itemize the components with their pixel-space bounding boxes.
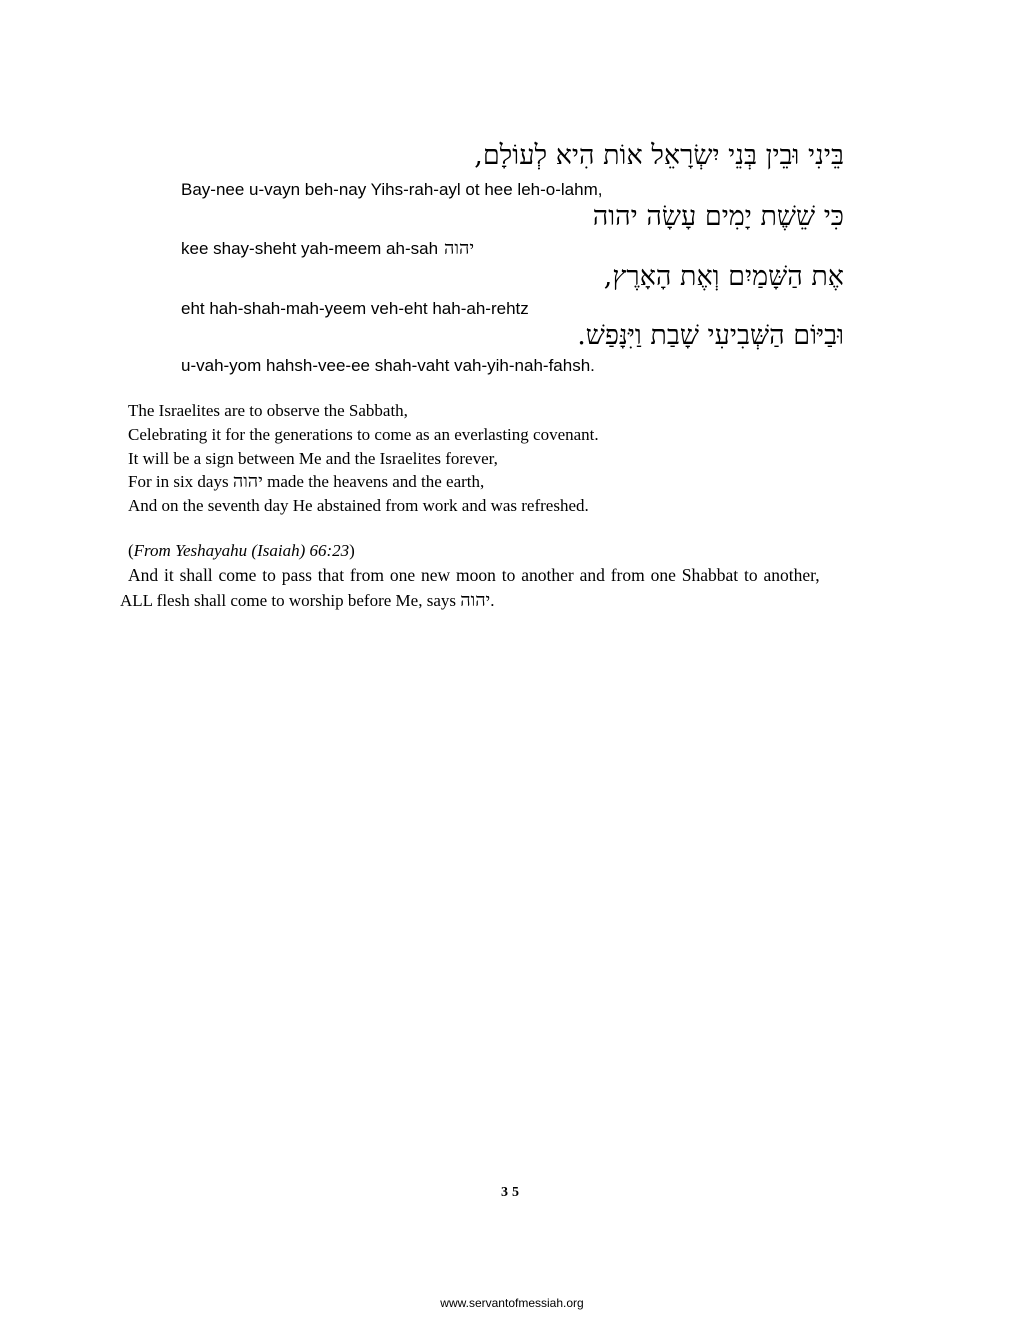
english-line-1: The Israelites are to observe the Sabbath, xyxy=(128,401,408,420)
transliteration-line-4: u-vah-yom hahsh-vee-ee shah-vaht vah-yih-nah-fahsh. xyxy=(181,356,595,375)
english-line-5: And on the seventh day He abstained from work and was refreshed. xyxy=(128,496,589,515)
source-close-paren: ) xyxy=(349,541,355,560)
english-line-4-after: made the heavens and the earth, xyxy=(262,472,485,491)
hebrew-line-1: בֵּינִי וּבֵין בְּנֵי יִשְׂרָאֵל אוֹת הִיא לְעוֹלָם, xyxy=(474,140,844,171)
isaiah-line-2-after: . xyxy=(490,591,495,610)
source-reference: From Yeshayahu (Isaiah) 66:23 xyxy=(133,541,350,560)
isaiah-line-2 xyxy=(120,592,495,610)
english-line-4 xyxy=(128,473,484,491)
isaiah-line-1: And it shall come to pass that from one new moon to another and from one Shabbat to another, xyxy=(128,565,820,585)
source-open-paren: ( xyxy=(128,541,134,560)
footer-url: www.servantofmessiah.org xyxy=(440,1296,584,1310)
transliteration-line-3: eht hah-shah-mah-yeem veh-eht hah-ah-rehtz xyxy=(181,299,529,318)
hebrew-line-2: כִּי שֵׁשֶׁת יָמִים עָשָׂה יהוה xyxy=(592,201,844,232)
transliteration-line-2 xyxy=(181,240,474,258)
hebrew-line-4: וּבַיּוֹם הַשְּׁבִיעִי שָׁבַת וַיִּנָּפַשׁ. xyxy=(577,320,844,351)
transliteration-line-1: Bay-nee u-vayn beh-nay Yihs-rah-ayl ot hee leh-o-lahm, xyxy=(181,180,603,199)
divine-name: יהוה xyxy=(232,471,263,492)
divine-name: יהוה xyxy=(460,590,491,611)
isaiah-line-2-before: ALL flesh shall come to worship before Me, says xyxy=(120,591,456,610)
scripture-source xyxy=(128,542,355,559)
page-number: 35 xyxy=(501,1185,523,1200)
english-line-3: It will be a sign between Me and the Israelites forever, xyxy=(128,449,498,468)
english-line-2: Celebrating it for the generations to come as an everlasting covenant. xyxy=(128,425,599,444)
divine-name: יהוה xyxy=(444,238,475,259)
hebrew-line-3: אֶת הַשָּׁמַיִם וְאֶת הָאָרֶץ, xyxy=(603,261,844,292)
english-line-4-before: For in six days xyxy=(128,472,229,491)
transliteration-line-2-text: kee shay-sheht yah-meem ah-sah xyxy=(181,239,439,258)
